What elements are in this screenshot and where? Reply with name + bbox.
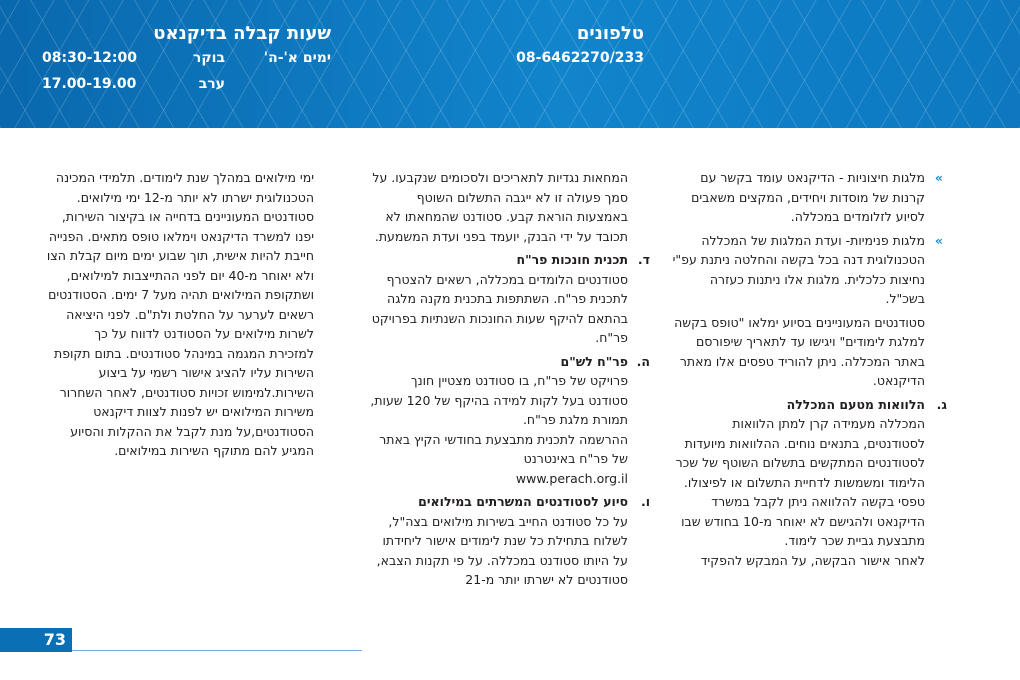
page-number: 73 [0, 628, 72, 652]
section-heading: סיוע לסטודנטים המשרתים במילואים [418, 494, 628, 509]
section-letter: ה. [636, 353, 650, 369]
evening-label: ערב [198, 76, 225, 92]
section-letter: ד. [637, 252, 650, 267]
section-reserve-duty [370, 492, 650, 590]
section-heading: פר"ח לש"ם [560, 353, 628, 369]
reserve-duty-continued: ימי מילואים במהלך שנת לימודים. תלמידי המכינה הטכנולוגית ישרתו לא יותר מ-12 ימי מילואים. סטודנטים המעוניינים בדחייה או בקיצור השירות, יפנו למשרד הדיקנאט וימלאו טופס מתאים. הפנייה חייבת להיות אישית, תוך שבוע ימים מיום קבלת הצו ולא יאוחר מ-40 יום לפני ההתייצבות למילואים, ושתקופת המילואים תהיה מעל 7 ימים. הסטודנטים רשאים לערער על החלטת ולת"ם. לפני היציאה לשרות מילואים על הסטודנט לדווח על כך למזכירת המגמה במינהל סטודנטים. בתום תקופת השירות עליו להציג אישור רשמי על ביצוע השירות.למימוש זכויות סטודנטים, לאחר השחרור משירות המילואים יש לפנות לצוות דיקנאט הסטודנטים,על מנת לקבל את ההקלות והסיוע המגיע להם מתוקף השירות במילואים. [46, 170, 314, 458]
bullet-item-external-scholarships [670, 168, 943, 227]
section-body: טפסי בקשה להלוואה ניתן לקבל במשרד הדיקנאט ולהגישם לא יאוחר מ-10 בחודש שבו מתבצעת גביית שכר לימוד. [681, 494, 925, 548]
header-banner [0, 0, 1020, 128]
section-body: לאחר אישור הבקשה, על המבקש להפקיד [700, 552, 925, 568]
section-body: פרויקט של פר"ח, בו סטודנט מצטיין חונך סטודנט בעל לקות למידה בהיקף של 120 שעות, תמורת מלגת פר"ח. [370, 373, 628, 427]
section-body: סטודנטים הלומדים במכללה, רשאים להצטרף לתכנית פר"ח. השתתפות בתכנית מקנה מלגה בהתאם להיקף שעות החונכות השנתיות בפרויקט פר"ח. [371, 271, 628, 345]
reception-hours-title: שעות קבלה בדיקנאט [153, 23, 331, 44]
section-letter: ג. [936, 396, 947, 412]
text-column-right [670, 168, 947, 570]
bullet-text: מלגות חיצוניות - הדיקנאט עומד בקשר עם קרנות של מוסדות ויחידים, המקצים משאבים לסיוע לזלומדים במכללה. [691, 170, 925, 224]
text-column-middle [370, 168, 650, 590]
section-college-loans [670, 395, 947, 571]
phones-title: טלפונים [576, 23, 644, 44]
continued-paragraph: המחאות נגדיות לתאריכים ולסכומים שנקבעו. על סמך פעולה זו לא ייגבה התשלום השוטף באמצעות הוראת קבע. סטודנט שהמחאתו לא תכובד על ידי הבנק, יועמד בפני ועדת המשמעת. [372, 170, 628, 244]
bullet-item-internal-scholarships [670, 231, 943, 309]
bullet-text: מלגות פנימיות- ועדת המלגות של המכללה הטכנולוגית דנה בכל בקשה והחלטה ניתנת עפ"י נחיצות כלכלית. מלגות אלו ניתנות כעזרה בשכ"ל. [672, 232, 925, 306]
section-heading: הלוואות מטעם המכללה [786, 396, 925, 412]
section-body: המכללה מעמידה קרן למתן הלוואות לסטודנטים, בתנאים נוחים. ההלוואות מיועדות לסטודנטים המתקשים בתשלום השוטף של שכר הלימוד ומשמשות לדחיית התשלום או לפיצולו. [675, 416, 925, 490]
morning-label: בוקר [192, 50, 225, 66]
morning-hours: 08:30-12:00 [42, 50, 137, 66]
reception-days: ימים א'-ה' [263, 50, 331, 66]
section-body: על כל סטודנט החייב בשירות מילואים בצה"ל, לשלוח בתחילת כל שנת לימודים אישור ליחידתו על היותו סטודנט במכללה. על פי תקנות הצבא, סטודנטים לא ישרתו יותר מ-21 [376, 513, 628, 587]
chevron-double-left-icon: » [934, 232, 943, 248]
section-body: ההרשמה לתכנית מתבצעת בחודשי הקיץ באתר של פר"ח באינטרנט [379, 431, 628, 466]
section-letter: ו. [640, 494, 650, 509]
phones-number: 08-6462270/233 [516, 50, 644, 66]
perach-website-link[interactable]: www.perach.org.il [515, 470, 628, 486]
evening-hours: 17.00-19.00 [42, 76, 137, 92]
text-column-left [46, 168, 314, 461]
section-perach-mentoring [370, 250, 650, 348]
chevron-double-left-icon: » [934, 170, 943, 185]
section-heading: תכנית חונכות פר"ח [516, 252, 628, 267]
footer-divider [72, 650, 362, 651]
scholarship-form-paragraph: סטודנטים המעוניינים בסיוע ימלאו "טופס בקשה למלגת לימודים" ויגישו עד לתאריך שיפורסם באתר המכללה. ניתן להוריד טפסים אלו מאתר הדיקנאט. [674, 314, 925, 388]
section-perach-lashem [370, 352, 650, 489]
